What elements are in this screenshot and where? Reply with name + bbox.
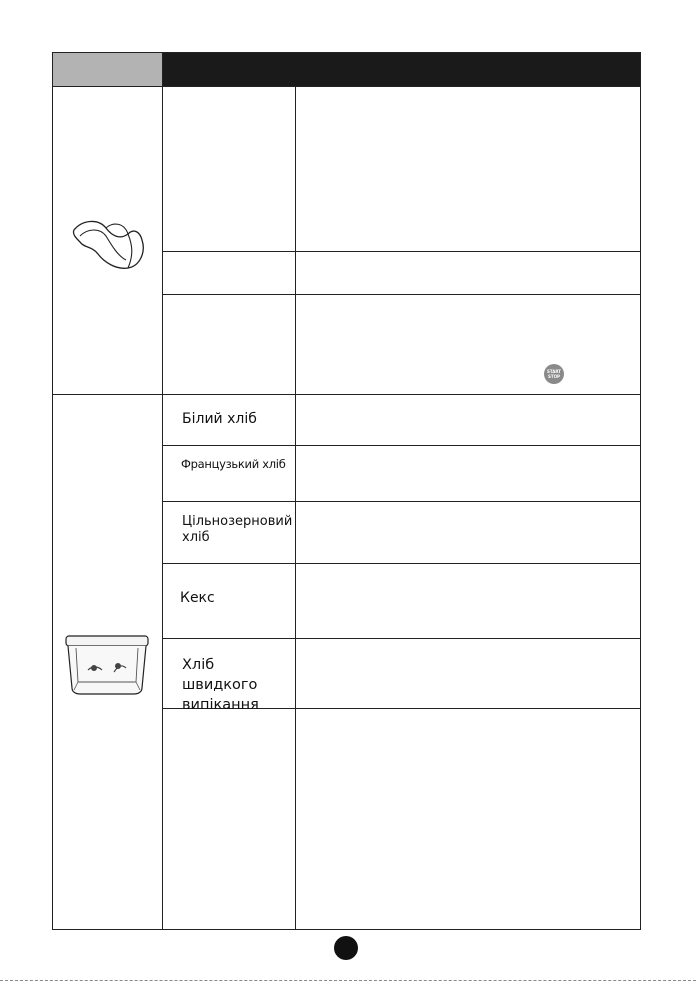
row-divider bbox=[163, 445, 641, 446]
row-divider bbox=[163, 638, 641, 639]
program-label-line: випікання bbox=[182, 697, 259, 713]
program-label-cake: Кекс bbox=[180, 590, 215, 606]
cut-line bbox=[0, 980, 696, 981]
column-divider-1 bbox=[162, 52, 163, 930]
program-label-wholegrain-bread bbox=[182, 514, 293, 547]
row-divider bbox=[163, 501, 641, 502]
program-label-quick-bread bbox=[182, 655, 292, 715]
program-label-line: Цільнозерновий bbox=[182, 514, 293, 529]
program-label-line: Хліб швидкого bbox=[182, 657, 258, 693]
program-label-french-bread: Французький хліб bbox=[181, 457, 286, 471]
program-label-line: хліб bbox=[182, 530, 210, 546]
bread-pan-icon bbox=[62, 632, 152, 696]
table-border bbox=[52, 52, 641, 930]
kneading-paddle-icon bbox=[68, 210, 148, 276]
column-divider-2 bbox=[295, 86, 296, 930]
row-divider bbox=[52, 86, 641, 87]
row-divider bbox=[163, 563, 641, 564]
row-divider bbox=[163, 251, 641, 252]
row-divider bbox=[163, 294, 641, 295]
start-stop-icon-line1: START bbox=[546, 369, 562, 374]
start-stop-icon bbox=[544, 364, 564, 384]
page-number-marker bbox=[334, 936, 358, 960]
start-stop-icon-line2: STOP bbox=[548, 374, 560, 379]
row-divider bbox=[52, 394, 641, 395]
program-label-white-bread: Білий хліб bbox=[182, 411, 257, 427]
